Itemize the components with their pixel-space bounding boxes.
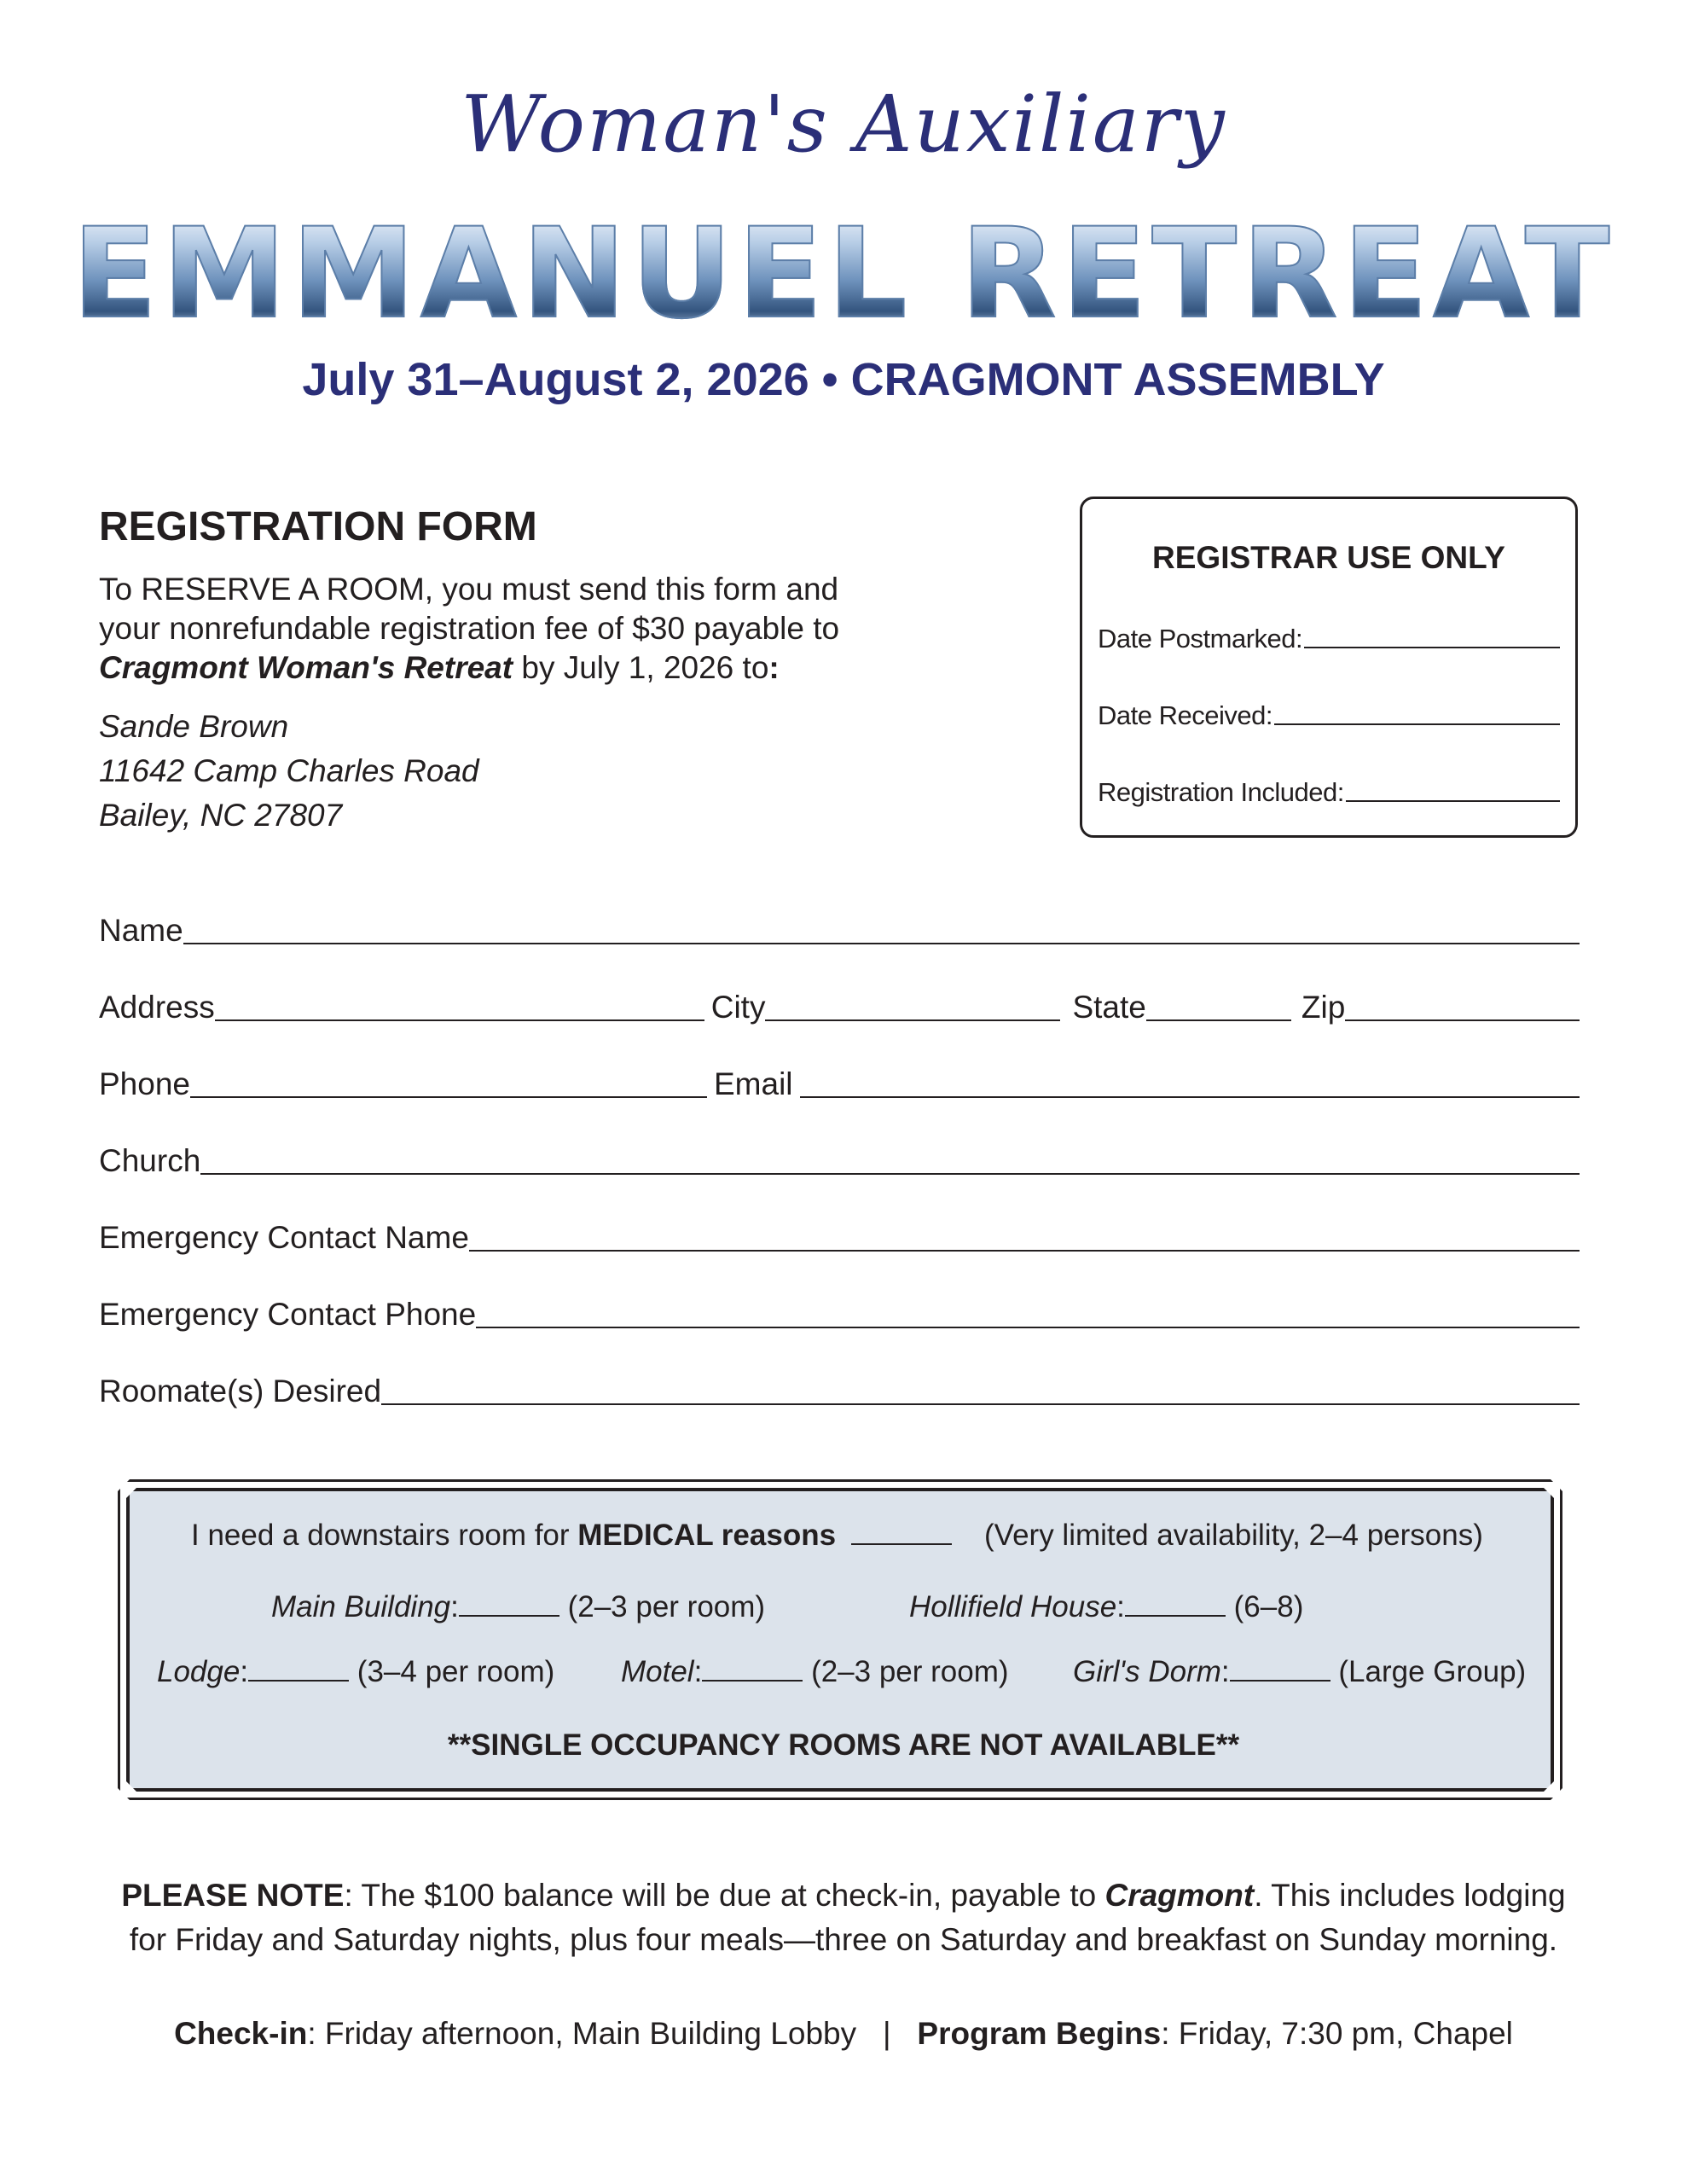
city-field[interactable]: [765, 1019, 1060, 1021]
emergency-name-row: [99, 1222, 1580, 1253]
please-note-payee: Cragmont: [1104, 1878, 1255, 1913]
schedule-line: [0, 2012, 1687, 2056]
state-field[interactable]: [1146, 1019, 1291, 1021]
hollifield-option: Hollifield House: (6–8): [909, 1590, 1304, 1623]
please-note-line-2: for Friday and Saturday nights, plus four meals—three on Saturday and breakfast on Sunday morning.: [129, 1922, 1558, 1957]
address-street: 11642 Camp Charles Road: [99, 753, 479, 788]
medical-bold: MEDICAL reasons: [577, 1519, 837, 1552]
lodge-field[interactable]: [248, 1679, 349, 1682]
medical-note: (Very limited availability, 2–4 persons): [984, 1519, 1483, 1552]
please-note: [0, 1873, 1687, 1962]
checkin-label: Check-in: [174, 2016, 308, 2051]
motel-label: Motel: [621, 1655, 694, 1688]
intro-deadline: by July 1, 2026 to: [513, 650, 769, 685]
name-field[interactable]: [183, 942, 1580, 944]
address-label: Address: [99, 990, 215, 1025]
main-building-note: (2–3 per room): [567, 1590, 766, 1623]
church-field[interactable]: [200, 1172, 1580, 1175]
roommates-label: Roomate(s) Desired: [99, 1374, 382, 1409]
motel-note: (2–3 per room): [811, 1655, 1009, 1688]
separator: |: [882, 2016, 891, 2051]
registration-included-field[interactable]: [1346, 799, 1560, 802]
intro-colon: :: [768, 650, 780, 685]
program-text: : Friday, 7:30 pm, Chapel: [1161, 2016, 1513, 2051]
intro-line-1: To RESERVE A ROOM, you must send this form and: [99, 572, 839, 607]
phone-row: [99, 1068, 1580, 1100]
hollifield-note: (6–8): [1233, 1590, 1304, 1623]
lodge-note: (3–4 per room): [357, 1655, 555, 1688]
girls-dorm-note: (Large Group): [1338, 1655, 1527, 1688]
program-label: Program Begins: [917, 2016, 1162, 2051]
intro-line-3: [99, 648, 994, 688]
address-city-state-zip: Bailey, NC 27807: [99, 798, 343, 833]
girls-dorm-label: Girl's Dorm: [1073, 1655, 1221, 1688]
main-title: EMMANUEL RETREAT: [0, 212, 1687, 336]
emergency-phone-row: [99, 1298, 1580, 1330]
lodge-option: Lodge: (3–4 per room): [157, 1655, 555, 1688]
name-label: Name: [99, 913, 183, 948]
registrar-use-only-box: [1080, 497, 1578, 838]
zip-label: Zip: [1301, 990, 1346, 1025]
medical-request-line: [191, 1520, 952, 1550]
event-subtitle: July 31–August 2, 2026 • CRAGMONT ASSEMBLY: [302, 354, 1385, 405]
mailing-address: [99, 705, 479, 838]
date-postmarked-label: Date Postmarked:: [1098, 624, 1303, 653]
name-row: [99, 915, 1580, 946]
emergency-name-label: Emergency Contact Name: [99, 1220, 469, 1255]
please-note-line-1: PLEASE NOTE: The $100 balance will be due at check-in, payable to Cragmont. This includes lodging: [121, 1878, 1566, 1913]
payee-name: Cragmont Woman's Retreat: [99, 650, 513, 685]
city-label: City: [710, 990, 766, 1025]
date-postmarked-field[interactable]: [1304, 646, 1560, 648]
registration-included-row: [1098, 779, 1560, 805]
checkin-text: : Friday afternoon, Main Building Lobby: [307, 2016, 857, 2051]
registration-intro: [99, 570, 994, 688]
medical-field[interactable]: [851, 1542, 952, 1545]
emergency-name-field[interactable]: [469, 1249, 1580, 1252]
date-received-field[interactable]: [1274, 723, 1560, 725]
please-note-label: PLEASE NOTE: [121, 1878, 345, 1913]
registration-included-label: Registration Included:: [1098, 777, 1344, 807]
phone-field[interactable]: [190, 1095, 707, 1098]
script-title: Woman's Auxiliary: [461, 78, 1226, 170]
roommates-field[interactable]: [381, 1403, 1580, 1405]
intro-line-2: your nonrefundable registration fee of $30 payable to: [99, 611, 840, 646]
single-occupancy-notice: **SINGLE OCCUPANCY ROOMS ARE NOT AVAILABLE**: [447, 1728, 1240, 1762]
church-row: [99, 1145, 1580, 1176]
zip-field[interactable]: [1345, 1019, 1580, 1021]
emergency-phone-label: Emergency Contact Phone: [99, 1297, 477, 1332]
date-postmarked-row: [1098, 625, 1560, 652]
address-row: [99, 991, 1580, 1023]
email-field[interactable]: [800, 1095, 1580, 1098]
emergency-phone-field[interactable]: [476, 1326, 1580, 1328]
lodge-label: Lodge: [157, 1655, 241, 1688]
email-label: Email: [714, 1066, 793, 1101]
date-received-row: [1098, 702, 1560, 729]
main-building-option: Main Building: (2–3 per room): [271, 1590, 766, 1623]
girls-dorm-field[interactable]: [1230, 1679, 1330, 1682]
main-building-label: Main Building: [271, 1590, 451, 1623]
phone-label: Phone: [99, 1066, 190, 1101]
motel-option: Motel: (2–3 per room): [621, 1655, 1009, 1688]
date-received-label: Date Received:: [1098, 700, 1272, 730]
hollifield-field[interactable]: [1125, 1614, 1226, 1617]
main-building-field[interactable]: [459, 1614, 559, 1617]
medical-prefix: I need a downstairs room for: [191, 1519, 578, 1552]
address-field[interactable]: [215, 1019, 704, 1021]
state-label: State: [1072, 990, 1146, 1025]
registration-heading: REGISTRATION FORM: [99, 504, 537, 549]
roommates-row: [99, 1375, 1580, 1407]
church-label: Church: [99, 1143, 201, 1178]
motel-field[interactable]: [702, 1679, 803, 1682]
hollifield-label: Hollifield House: [909, 1590, 1117, 1623]
girls-dorm-option: Girl's Dorm: (Large Group): [1073, 1655, 1527, 1688]
address-name: Sande Brown: [99, 709, 289, 744]
registrar-title: REGISTRAR USE ONLY: [1152, 540, 1505, 575]
